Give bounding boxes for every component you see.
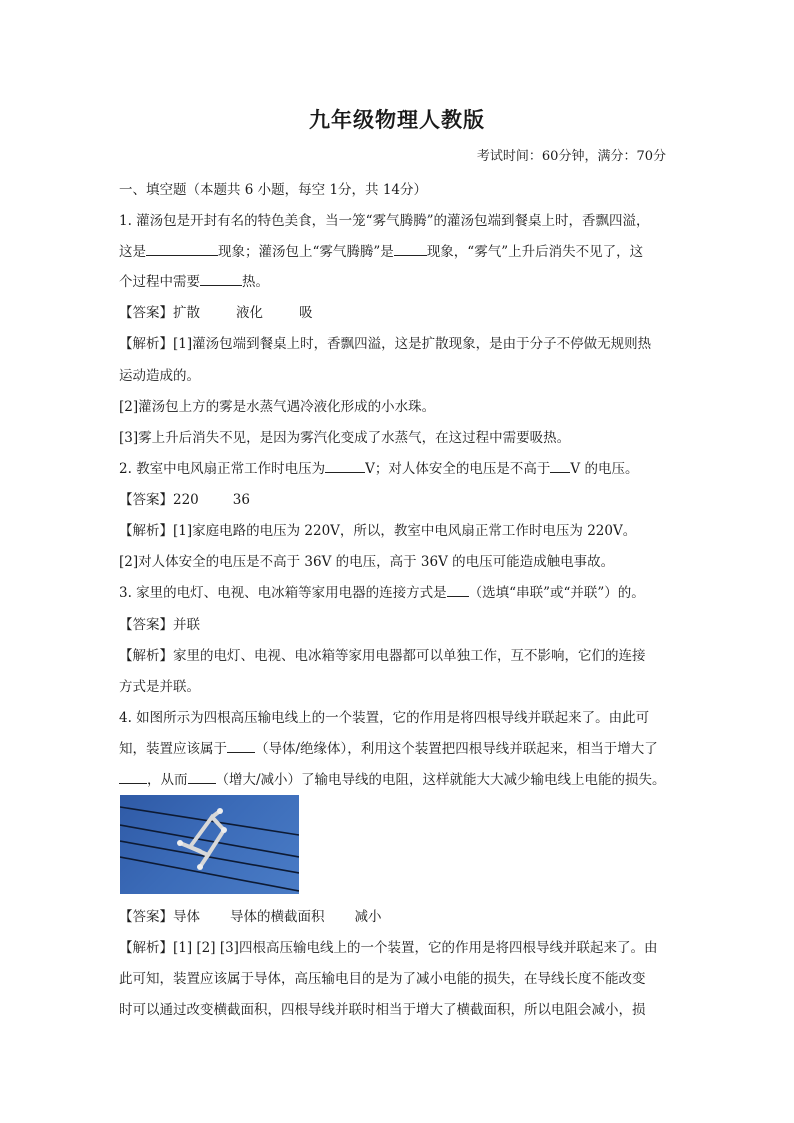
analysis-text: 家里的电灯、电视、电冰箱等家用电器都可以单独工作，互不影响，它们的连接 (173, 648, 646, 664)
q4-blank2 (119, 770, 147, 784)
q1-blank3 (200, 272, 242, 286)
analysis-text: [1]家庭电路的电压为 220V，所以，教室中电风扇正常工作时电压为 220V。 (173, 523, 637, 539)
exam-info: 考试时间：60分钟，满分：70分 (476, 149, 666, 164)
analysis-tag: 【解析】 (119, 523, 173, 539)
q2-text: 2. 教室中电风扇正常工作时电压为 (119, 461, 326, 477)
q1-blank2 (394, 242, 427, 256)
answer-tag: 【答案】 (119, 617, 173, 633)
answer-tag: 【答案】 (119, 305, 173, 321)
q4-blank3 (188, 770, 216, 784)
q1-line2 (119, 240, 643, 260)
q3-blank (447, 583, 469, 597)
answer-value: 减小 (354, 909, 382, 925)
q3-line (119, 581, 645, 601)
answer-value: 吸 (299, 305, 313, 321)
q4-analysis (119, 936, 657, 956)
q3-answer (119, 613, 200, 633)
q3-text: 3. 家里的电灯、电视、电冰箱等家用电器的连接方式是 (119, 585, 447, 601)
analysis-text: [1] [2] [3]四根高压输电线上的一个装置，它的作用是将四根导线并联起来了。由 (173, 940, 658, 956)
q2-answer (119, 488, 250, 508)
q1-text: 这是 (119, 244, 146, 260)
q4-text: 知，装置应该属于 (119, 741, 227, 757)
q2-blank1 (325, 459, 365, 473)
q3-text: （选填“串联”或“并联”）的。 (468, 585, 645, 601)
q1-analysis (119, 332, 651, 352)
section-heading: 一、填空题（本题共 6 小题，每空 1分，共 14分） (119, 182, 428, 198)
q1-analysis-2: [2]灌汤包上方的雾是水蒸气遇冷液化形成的小水珠。 (119, 399, 436, 415)
answer-value: 并联 (173, 617, 200, 633)
q1-analysis-cont: 运动造成的。 (119, 368, 200, 384)
q4-analysis-2: 此可知，装置应该属于导体，高压输电目的是为了减小电能的损失，在导线长度不能改变 (119, 971, 646, 987)
q3-analysis (119, 644, 646, 664)
q4-analysis-3: 时可以通过改变横截面积，四根导线并联时相当于增大了横截面积，所以电阻会减小，损 (119, 1002, 646, 1018)
q2-blank2 (550, 459, 570, 473)
q4-answer (119, 905, 382, 925)
q4-text: （增大/减小）了输电导线的电阻，这样就能大大减少输电线上电能的损失。 (215, 772, 666, 788)
q1-answer (119, 301, 313, 321)
q4-blank1 (227, 739, 255, 753)
q1-text: 现象，“雾气”上升后消失不见了，这 (426, 244, 644, 260)
q2-text: V；对人体安全的电压是不高于 (365, 461, 551, 477)
page-title: 九年级物理人教版 (309, 107, 485, 132)
q2-line (119, 457, 638, 477)
answer-tag: 【答案】 (119, 492, 173, 508)
q4-line1: 4. 如图所示为四根高压输电线上的一个装置，它的作用是将四根导线并联起来了。由此可 (119, 710, 650, 726)
q4-text: ，从而 (147, 772, 188, 788)
q1-line3 (119, 270, 269, 290)
analysis-tag: 【解析】 (119, 648, 173, 664)
power-line-spacer-photo (120, 795, 299, 894)
answer-value: 液化 (236, 305, 263, 321)
q1-analysis-3: [3]雾上升后消失不见，是因为雾汽化变成了水蒸气，在这过程中需要吸热。 (119, 430, 571, 446)
answer-value: 导体 (173, 909, 200, 925)
q2-text: V 的电压。 (570, 461, 639, 477)
q4-line2 (119, 737, 658, 757)
q1-text: 热。 (242, 274, 269, 290)
q2-analysis (119, 519, 636, 539)
q1-line1: 1. 灌汤包是开封有名的特色美食，当一笼“雾气腾腾”的灌汤包端到餐桌上时，香飘四溢， (119, 213, 650, 229)
answer-value: 36 (232, 492, 250, 508)
q1-text: 现象；灌汤包上“雾气腾腾”是 (218, 244, 394, 260)
analysis-tag: 【解析】 (119, 336, 173, 352)
answer-value: 220 (173, 492, 199, 508)
answer-value: 扩散 (173, 305, 200, 321)
q2-analysis-2: [2]对人体安全的电压是不高于 36V 的电压，高于 36V 的电压可能造成触电事故。 (119, 554, 615, 570)
analysis-text: [1]灌汤包端到餐桌上时，香飘四溢，这是扩散现象，是由于分子不停做无规则热 (173, 336, 652, 352)
q1-blank1 (146, 242, 218, 256)
q4-line3 (119, 768, 666, 788)
analysis-tag: 【解析】 (119, 940, 173, 956)
q3-analysis-2: 方式是并联。 (119, 679, 200, 695)
answer-tag: 【答案】 (119, 909, 173, 925)
answer-value: 导体的横截面积 (230, 909, 325, 925)
q1-text: 个过程中需要 (119, 274, 200, 290)
q4-text: （导体/绝缘体），利用这个装置把四根导线并联起来，相当于增大了 (255, 741, 658, 757)
